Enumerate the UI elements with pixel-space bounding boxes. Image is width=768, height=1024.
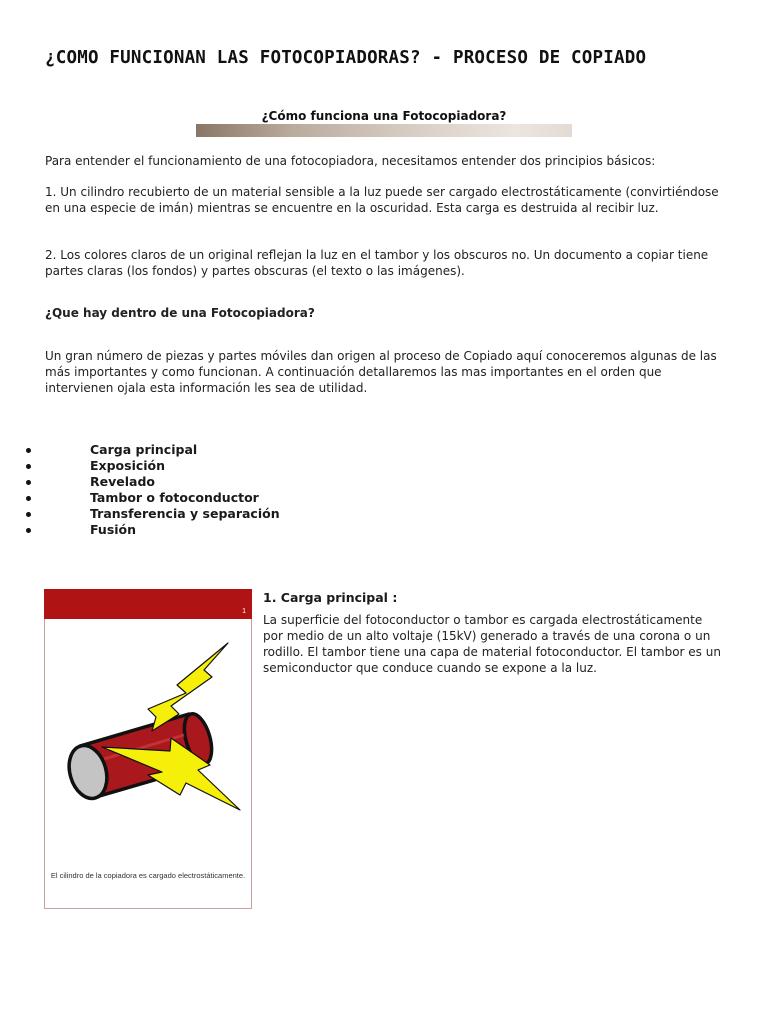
principle-2-paragraph: 2. Los colores claros de un original reflejan la luz en el tambor y los obscuros no. Un documento a copiar tiene partes claras (los fondos) y partes obscuras (el texto o las imágenes). [45,248,709,278]
principle-1-paragraph: 1. Un cilindro recubierto de un material sensible a la luz puede ser cargado electrostáticamente (convirtiéndose en una especie de imán) mientras se encuentre en la oscuridad. Esta carga es destruida al recibir luz. [45,185,719,215]
list-item-label: Fusión [90,522,137,537]
charged-cylinder-illustration [44,589,252,909]
list-item [0,506,400,522]
list-item [0,458,400,474]
inside-paragraph: Un gran número de piezas y partes móviles dan origen al proceso de Copiado aquí conoceremos algunas de las más importantes y como funcionan. A continuación detallaremos las mas importantes en el orden que intervienen ojala esta información les sea de utilidad. [45,349,717,395]
bullet-icon [26,464,31,469]
list-item-label: Transferencia y separación [90,506,280,521]
list-item-label: Exposición [90,458,166,473]
figure-header-bar [44,589,252,619]
list-item [0,442,400,458]
inside-heading: ¿Que hay dentro de una Fotocopiadora? [45,306,315,320]
bullet-icon [26,496,31,501]
section-1-body: La superficie del fotoconductor o tambor es cargada electrostáticamente por medio de un alto voltaje (15kV) generado a través de una corona o un rodillo. El tambor tiene una capa de material fotoconductor. El tambor es un semiconductor que conduce cuando se expone a la luz. [263,613,721,675]
section-subtitle: ¿Cómo funciona una Fotocopiadora? [261,109,507,123]
figure-page-number: 1 [242,608,246,615]
list-item-label: Revelado [90,474,155,489]
list-item-label: Carga principal [90,442,198,457]
charged-cylinder-figure [44,589,252,909]
list-item-label: Tambor o fotoconductor [90,490,259,505]
list-item [0,522,400,538]
decorative-banner [196,124,572,137]
figure-caption: El cilindro de la copiadora es cargado electrostáticamente. [50,871,246,880]
list-item [0,490,400,506]
list-item [0,474,400,490]
section-1-title: 1. Carga principal : [263,590,398,605]
intro-paragraph: Para entender el funcionamiento de una fotocopiadora, necesitamos entender dos principios básicos: [45,154,656,168]
bullet-icon [26,512,31,517]
bullet-icon [26,448,31,453]
bullet-icon [26,528,31,533]
bullet-icon [26,480,31,485]
page-title: ¿COMO FUNCIONAN LAS FOTOCOPIADORAS? - PROCESO DE COPIADO [45,48,647,68]
process-steps-list [0,442,400,538]
